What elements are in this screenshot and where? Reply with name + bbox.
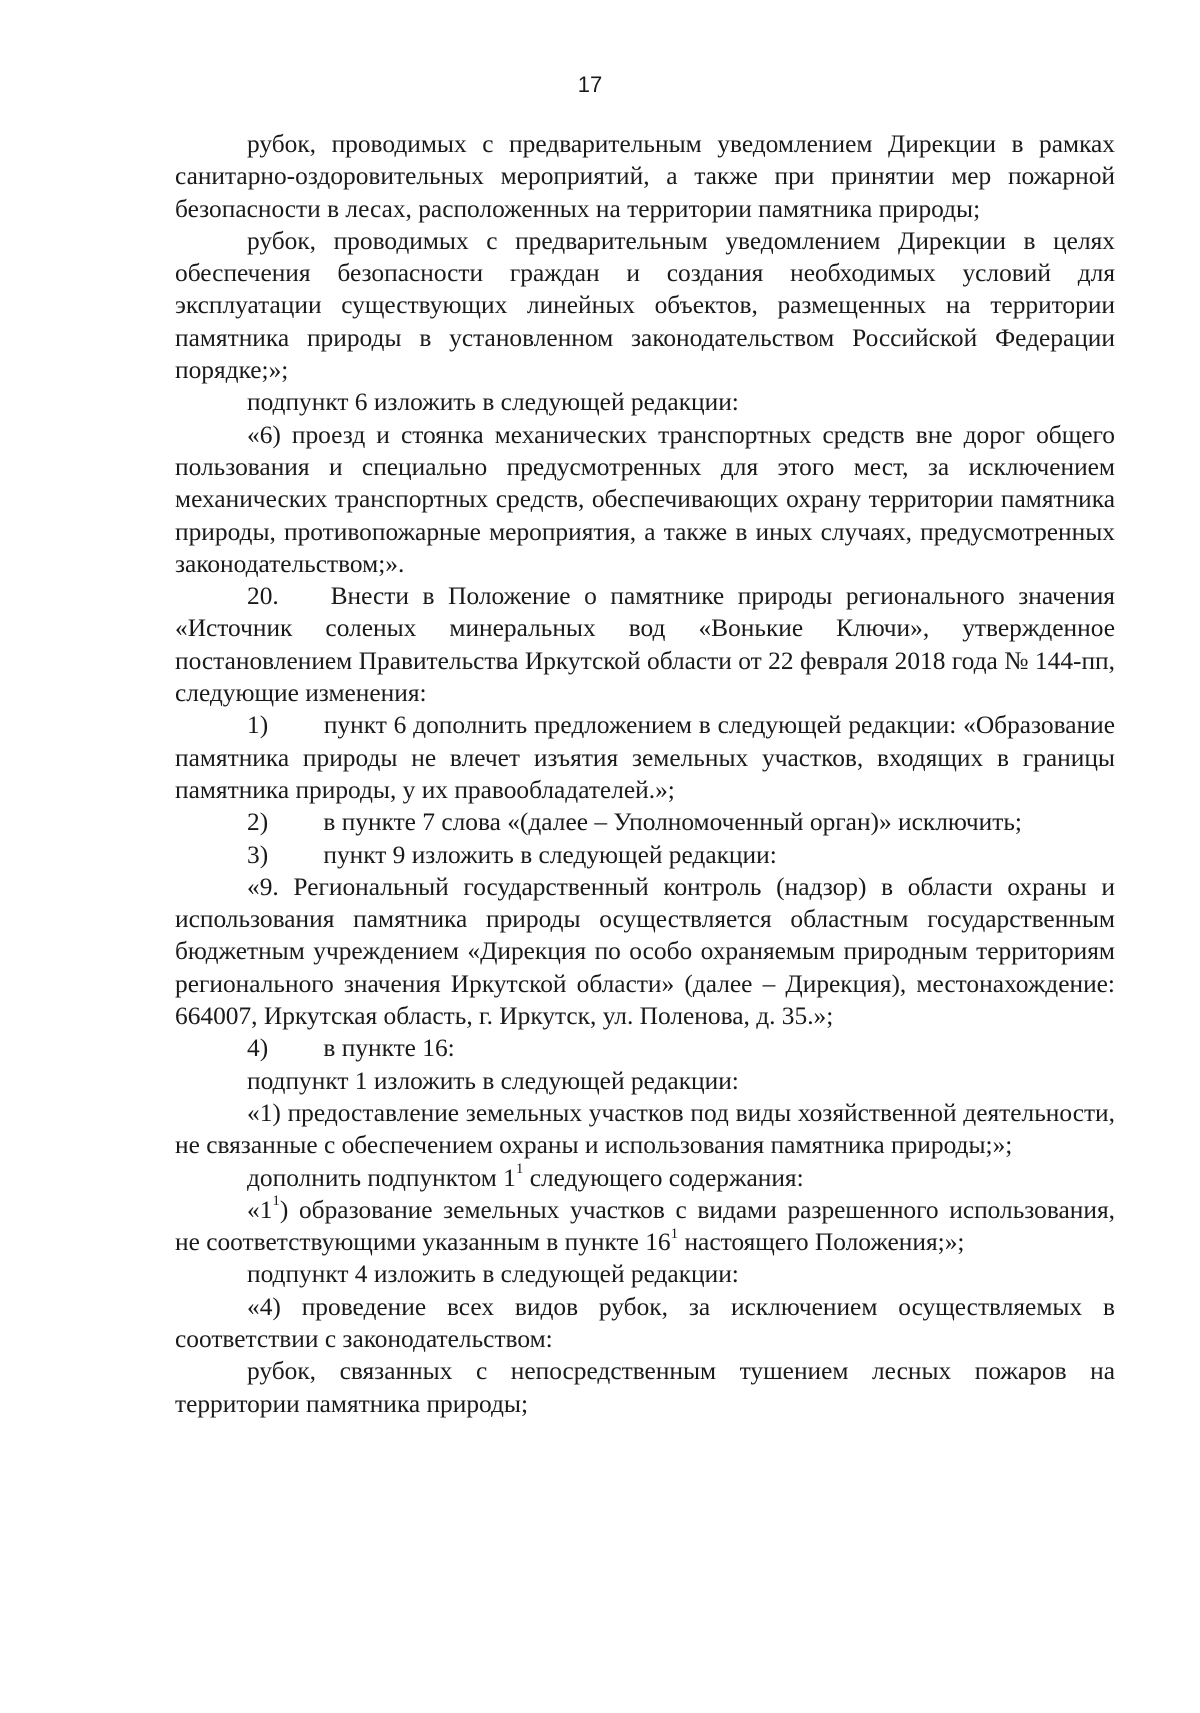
item-text: пункт 9 изложить в следующей редакции: [323,840,777,869]
item-text: в пункте 16: [323,1034,455,1063]
paragraph: рубок, проводимых с предварительным уведомлением Дирекции в целях обеспечения безопасности граждан и создания необходимых условий для эксплуатации существующих линейных объектов, размещенных на территории памятника природы в установленном законодательством Российской Федерации порядке;»; [175,226,1115,385]
document-body [175,128,1115,1420]
paragraph: подпункт 4 изложить в следующей редакции: [247,1260,739,1289]
page-number: 17 [577,72,603,97]
item-number: 1) [247,711,269,740]
item-number: 4) [247,1034,269,1063]
item-text: пункт 6 дополнить предложением в следующей редакции: «Образование памятника природы не влечет изъятия земельных участков, входящих в границы памятника природы, у их правообладателей.»; [175,711,1115,804]
superscript: 1 [272,1193,280,1210]
item-text: в пункте 7 слова «(далее – Уполномоченный орган)» исключить; [323,808,1022,837]
text-part: «1 [247,1195,273,1224]
superscript: 1 [670,1225,679,1242]
numbered-paragraph [175,709,1115,806]
numbered-paragraph [175,839,1115,871]
paragraph-with-superscript [175,1194,1115,1259]
item-number: 2) [247,808,269,837]
numbered-paragraph [175,806,1115,838]
item-number: 20. [247,582,279,611]
paragraph: рубок, проводимых с предварительным уведомлением Дирекции в рамках санитарно-оздоровительных мероприятий, а также при принятии мер пожарной безопасности в лесах, расположенных на территории памятника природы; [175,130,1115,223]
paragraph: рубок, связанных с непосредственным тушением лесных пожаров на территории памятника природы; [175,1357,1115,1418]
numbered-paragraph [175,580,1115,709]
superscript: 1 [515,1161,524,1178]
paragraph-with-superscript [175,1162,1115,1194]
paragraph: «6) проезд и стоянка механических транспортных средств вне дорог общего пользования и специально предусмотренных для этого мест, за исключением механических транспортных средств, обеспечивающих охрану территории памятника природы, противопожарные мероприятия, а также в иных случаях, предусмотренных законодательством;». [175,420,1115,578]
text-part: настоящего Положения;»; [678,1228,965,1257]
paragraph: подпункт 1 изложить в следующей редакции: [247,1066,739,1095]
paragraph: «1) предоставление земельных участков под виды хозяйственной деятельности, не связанные с обеспечением охраны и использования памятника природы;»; [175,1098,1115,1160]
text-part: дополнить подпунктом 1 [247,1163,516,1192]
text-part: следующего содержания: [523,1163,804,1192]
paragraph: подпункт 6 изложить в следующей редакции: [247,388,739,417]
item-text: Внести в Положение о памятнике природы регионального значения «Источник соленых минеральных вод «Вонькие Ключи», утвержденное постановлением Правительства Иркутской области от 22 февраля 2018 года № 144-пп, следующие изменения: [175,582,1115,708]
paragraph: «9. Региональный государственный контроль (надзор) в области охраны и использования памятника природы осуществляется областным государственным бюджетным учреждением «Дирекция по особо охраняемым природным территориям регионального значения Иркутской области» (далее – Дирекция), местонахождение: 664007, Иркутская область, г. Иркутск, ул. Поленова, д. 35.»; [175,872,1115,1031]
numbered-paragraph [175,1032,1115,1064]
paragraph: «4) проведение всех видов рубок, за исключением осуществляемых в соответствии с законодательством: [175,1292,1115,1353]
text-part: ) образование земельных участков с видами разрешенного использования, не соответствующими указанным в пункте 16 [175,1195,1115,1257]
item-number: 3) [247,840,269,869]
